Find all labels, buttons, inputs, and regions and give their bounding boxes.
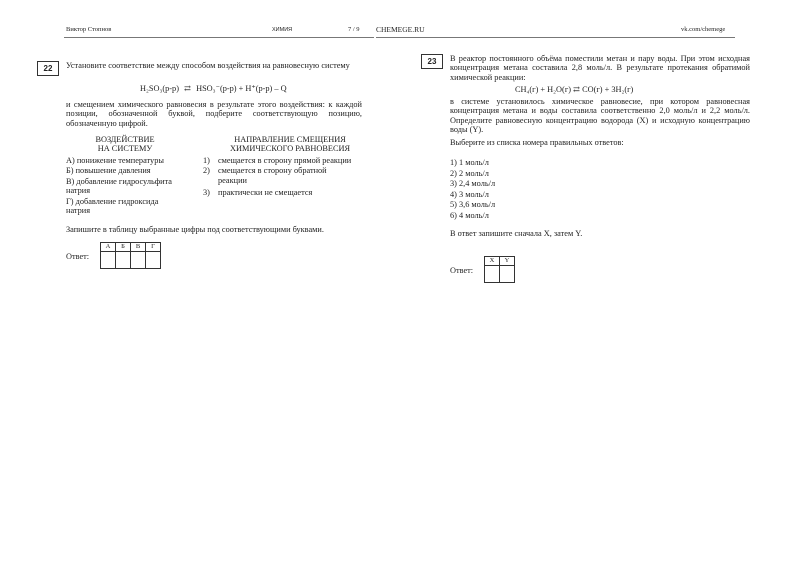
item-text: смещается в сторону обратной реакции	[218, 166, 327, 185]
header-site: CHEMEGE.RU	[376, 25, 425, 34]
option-item: 4) 3 моль/л	[450, 189, 489, 199]
option-item: 6) 4 моль/л	[450, 210, 489, 220]
col2-header-line2: ХИМИЧЕСКОГО РАВНОВЕСИЯ	[229, 144, 351, 153]
list-item	[203, 166, 363, 185]
header-vk: vk.com/chemege	[681, 26, 726, 33]
task22-right-list	[203, 156, 363, 198]
task22-col2-header	[210, 135, 370, 153]
task22-answer-label: Ответ:	[66, 252, 90, 261]
list-item: Г) добавление гидроксида натрия	[66, 196, 159, 216]
task22-eq-right: HSO₃⁻(р-р) + H⁺(р-р) – Q	[196, 84, 287, 93]
task23-equation: CH₄(г) + H₂O(г) ⇄ CO(г) + 3H₂(г)	[515, 85, 634, 94]
equilibrium-arrow-icon: ⇄	[184, 84, 191, 93]
table-header: А	[101, 243, 116, 252]
option-item: 2) 2 моль/л	[450, 168, 489, 178]
answer-cell[interactable]	[131, 252, 146, 269]
task22-left-list	[66, 156, 186, 215]
item-number: 3)	[203, 188, 210, 198]
table-header: Б	[116, 243, 131, 252]
header-page: 7 / 9	[348, 26, 360, 33]
task22-paragraph: и смещением химического равновесия в результате этого воздействия: к каждой позиции, обозначенной буквой, подберите соответствующую позицию, обозначенную цифрой.	[66, 100, 362, 128]
task22-col1-header	[70, 135, 180, 153]
header-author: Виктор Стопнов	[66, 26, 112, 33]
table-header: Г	[146, 243, 161, 252]
answer-cell[interactable]	[500, 266, 515, 283]
table-header: В	[131, 243, 146, 252]
task22-answer-table	[100, 242, 161, 269]
answer-cell[interactable]	[116, 252, 131, 269]
task23-note: В ответ запишите сначала X, затем Y.	[450, 229, 583, 238]
item-text: смещается в сторону прямой реакции	[218, 156, 352, 165]
task22-number: 22	[37, 61, 59, 76]
list-item: Б) повышение давления	[66, 166, 151, 176]
task22-equation	[140, 84, 287, 93]
task23-answer-table	[484, 256, 515, 283]
answer-cell[interactable]	[485, 266, 500, 283]
list-item: В) добавление гидросульфита натрия	[66, 176, 172, 196]
header-rule-right	[376, 37, 735, 38]
option-item: 3) 2,4 моль/л	[450, 179, 496, 188]
task23-paragraph1: В реактор постоянного объёма поместили метан и пару воды. При этом исходная концентрация метана составила 2,8 моль/л. В результате протекания обратимой химической реакции:	[450, 54, 750, 82]
table-header: Y	[500, 257, 515, 266]
list-item	[203, 156, 363, 165]
header-subject: ХИМИЯ	[272, 27, 293, 33]
task22-intro: Установите соответствие между способом воздействия на равновесную систему	[66, 61, 350, 70]
header-rule-left	[64, 37, 374, 38]
task23-paragraph2: в системе установилось химическое равновесие, при котором равновесная концентрация метана и воды составила соответственно 2,0 моль/л и 2,2 моль/л. Определите равновесную концентрацию водорода (X) и исходную концентрацию воды (Y).	[450, 97, 750, 135]
answer-cell[interactable]	[146, 252, 161, 269]
item-number: 1)	[203, 156, 210, 165]
col1-header-line1: ВОЗДЕЙСТВИЕ	[95, 135, 155, 144]
task22-instruction: Запишите в таблицу выбранные цифры под соответствующими буквами.	[66, 225, 324, 234]
task23-options	[450, 158, 495, 221]
task23-number: 23	[421, 54, 443, 69]
item-number: 2)	[203, 166, 210, 176]
answer-cell[interactable]	[101, 252, 116, 269]
list-item: А) понижение температуры	[66, 156, 164, 165]
col1-header-line2: НА СИСТЕМУ	[97, 144, 153, 153]
item-text: практически не смещается	[218, 188, 313, 198]
table-header: X	[485, 257, 500, 266]
task23-answer-label: Ответ:	[450, 266, 474, 275]
option-item: 1) 1 моль/л	[450, 158, 489, 167]
task23-choose: Выберите из списка номера правильных ответов:	[450, 138, 624, 147]
col2-header-line1: НАПРАВЛЕНИЕ СМЕЩЕНИЯ	[234, 135, 346, 144]
task22-eq-left: H₂SO₃(р-р)	[140, 84, 179, 93]
option-item: 5) 3,6 моль/л	[450, 200, 496, 209]
list-item	[203, 188, 363, 197]
